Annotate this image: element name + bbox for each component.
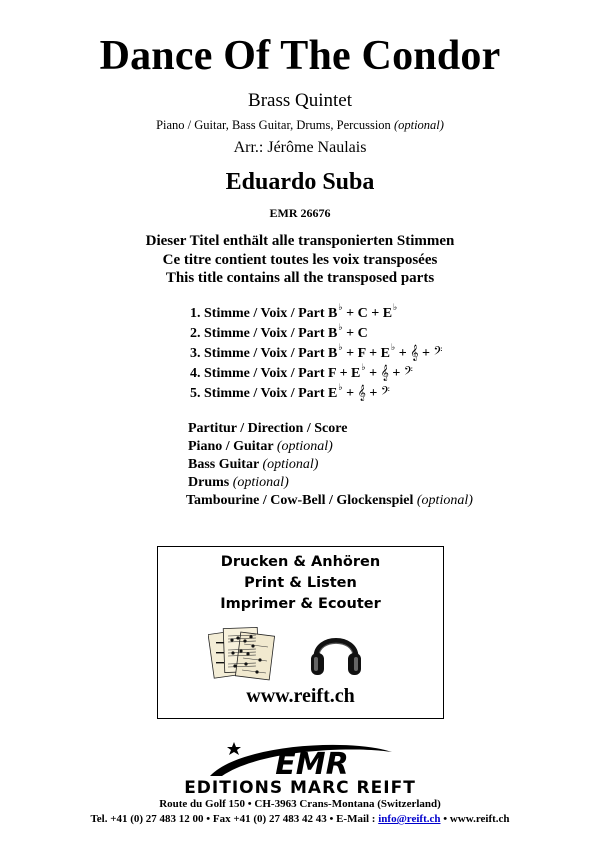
bass-clef-icon: 𝄢 [433,345,443,361]
treble-clef-icon: 𝄞 [357,385,366,401]
score-label: Tambourine / Cow-Bell / Glockenspiel [186,493,414,508]
score-label: Bass Guitar [188,457,259,472]
part-4-label: 4. Stimme / Voix / Part F + E [190,366,361,381]
transposed-note-de: Dieser Titel enthält alle transponierten Stimmen [145,233,455,249]
arranger: Arr.: Jérôme Naulais [233,139,367,156]
part-2-rest: + C [342,326,368,341]
publisher-name: EDITIONS MARC REIFT [184,778,416,798]
optional-tag: (optional) [416,493,473,508]
flat-sign: ♭ [338,322,343,332]
part-2 [190,317,442,341]
plus-sign: + [418,346,434,361]
optional-tag: (optional) [262,457,319,472]
part-2-label: 2. Stimme / Voix / Part B [190,326,338,341]
catalog-number: EMR 26676 [269,206,331,220]
part-5-label: 5. Stimme / Voix / Part E [190,386,338,401]
part-1 [190,297,442,321]
website-link[interactable]: www.reift.ch [246,685,355,707]
promo-line-en: Print & Listen [244,575,357,591]
subtitle: Brass Quintet [248,90,352,111]
sheet-music-icon [208,622,278,684]
part-1-rest: + C + E [342,306,393,321]
optional-tag: (optional) [276,439,333,454]
parts-list [190,297,443,401]
composer: Eduardo Suba [225,169,375,195]
part-1-label: 1. Stimme / Voix / Part B [190,306,338,321]
promo-line-fr: Imprimer & Ecouter [220,596,381,612]
score-label: Piano / Guitar [188,439,274,454]
flat-sign: ♭ [338,342,343,352]
email-link[interactable]: info@reift.ch [378,813,441,825]
plus-sign: + [365,386,381,401]
flat-sign: ♭ [361,362,366,372]
part-3-rest: + F + E [342,346,390,361]
score-label: Partitur / Direction / Score [188,421,348,436]
score-item [188,438,473,456]
treble-clef-icon: 𝄞 [380,365,389,381]
score-item [188,456,473,474]
flat-sign: ♭ [390,342,396,352]
scores-list [188,420,473,510]
flat-sign: ♭ [338,302,343,312]
part-3-label: 3. Stimme / Voix / Part B [190,346,338,361]
transposed-note-fr: Ce titre contient toutes les voix transposées [162,252,438,268]
score-item [186,492,473,510]
contact-website[interactable]: • www.reift.ch [440,813,510,825]
bass-clef-icon: 𝄢 [380,385,390,401]
instrumentation [0,118,600,133]
part-3 [190,337,443,361]
treble-clef-icon: 𝄞 [410,345,419,361]
plus-sign: + [395,346,411,361]
plus-sign: + [388,366,404,381]
instrumentation-main: Piano / Guitar, Bass Guitar, Drums, Percussion [156,118,391,132]
contact-phone-fax: Tel. +41 (0) 27 483 12 00 • Fax +41 (0) 27 483 42 43 • E-Mail : [90,813,379,825]
instrumentation-optional: (optional) [393,118,444,132]
score-label: Drums [188,475,230,490]
logo-text: EMR [275,747,349,782]
score-item [188,420,473,438]
promo-line-de: Drucken & Anhören [220,554,381,570]
plus-sign: + [365,366,381,381]
plus-sign: + [342,386,358,401]
page-title: Dance Of The Condor [99,33,501,79]
score-item [188,474,473,492]
transposed-note-en: This title contains all the transposed parts [165,270,435,286]
flat-sign: ♭ [338,382,343,392]
bass-clef-icon: 𝄢 [403,365,413,381]
publisher-contact [0,813,600,825]
optional-tag: (optional) [232,475,289,490]
flat-sign: ♭ [393,302,398,312]
publisher-address: Route du Golf 150 • CH-3963 Crans-Montana (Switzerland) [159,798,441,810]
headphones-icon [308,623,364,681]
print-listen-box[interactable] [157,546,444,719]
part-4 [190,357,442,381]
